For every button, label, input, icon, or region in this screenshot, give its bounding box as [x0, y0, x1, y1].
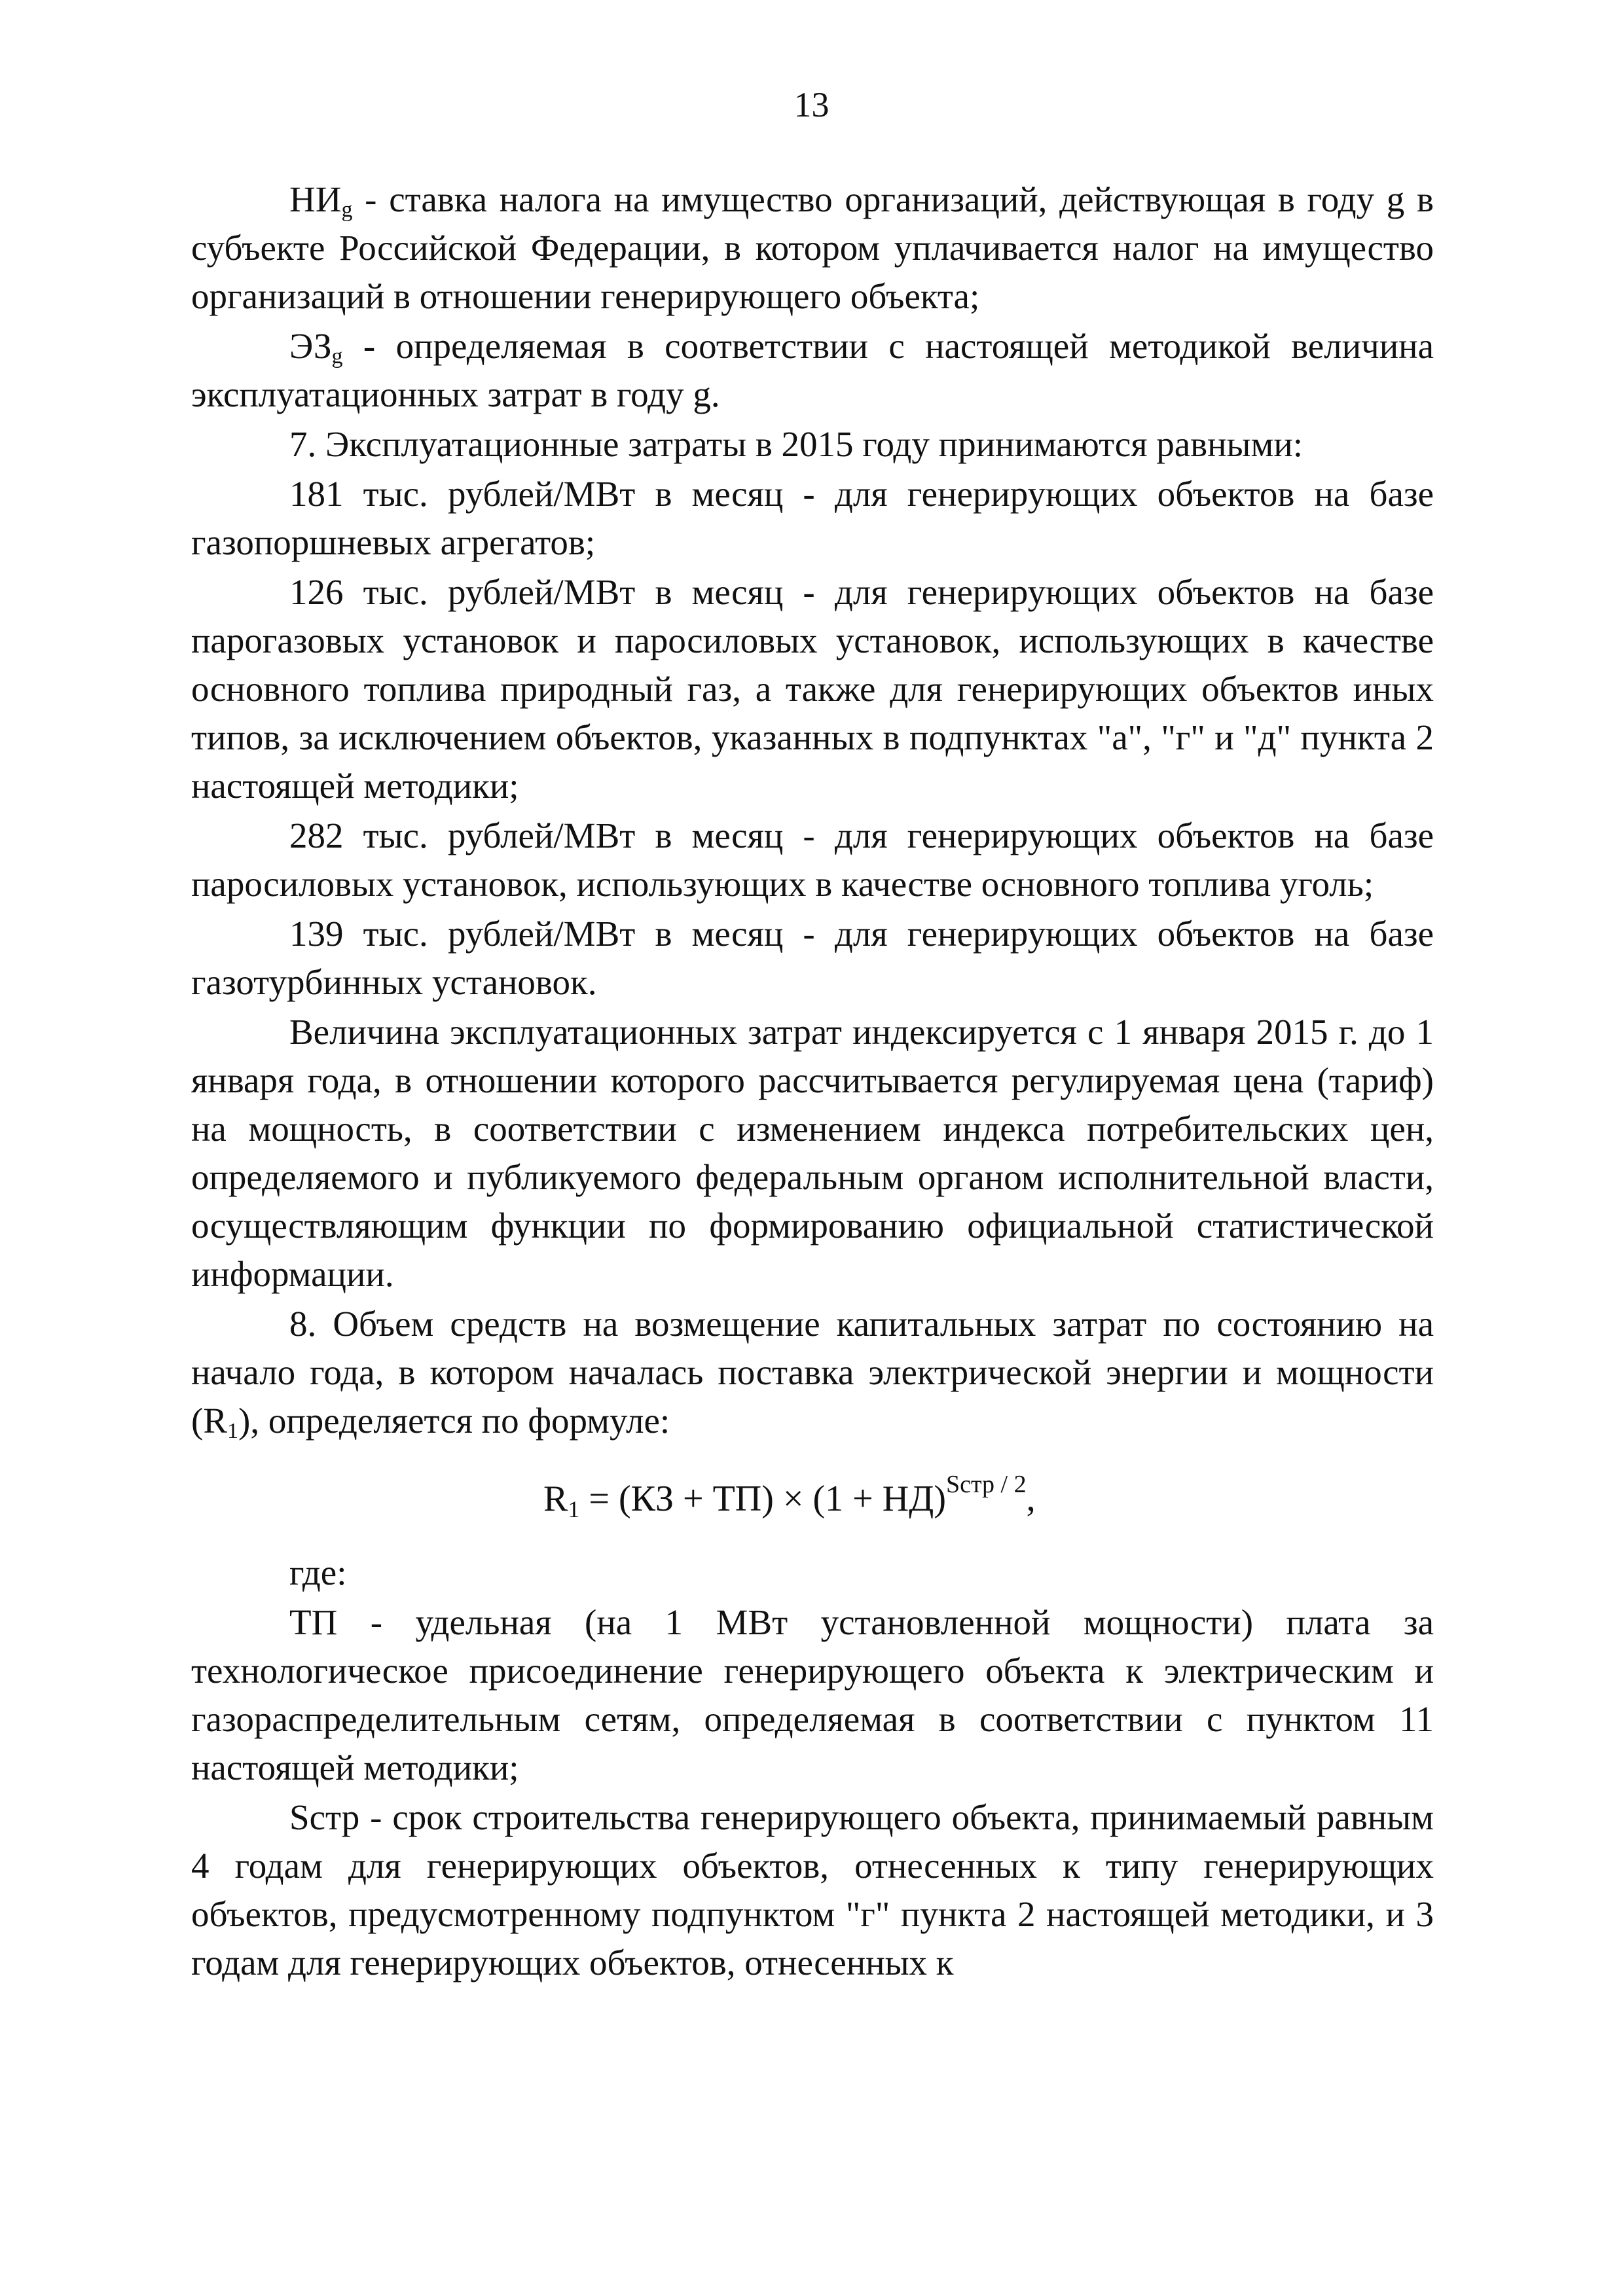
paragraph-rate-282: 282 тыс. рублей/МВт в месяц - для генерирующих объектов на базе паросиловых установок, использующих в качестве основного топлива уголь;	[191, 816, 1434, 904]
paragraph-rate-126: 126 тыс. рублей/МВт в месяц - для генерирующих объектов на базе парогазовых установок и паросиловых установок, использующих в качестве основного топлива природный газ, а также для генерирующих объектов иных типов, за исключением объектов, указанных в подпунктах "а", "г" и "д" пункта 2 настоящей методики;	[191, 572, 1434, 806]
formula-r1	[191, 1473, 1434, 1525]
paragraph-construction-period: Sстр - срок строительства генерирующего объекта, принимаемый равным 4 годам для генерирующих объектов, отнесенных к типу генерирующих объектов, предусмотренному подпунктом "г" пункта 2 настоящей методики, и 3 годам для генерирующих объектов, отнесенных к	[191, 1797, 1434, 1982]
paragraph-text: 8. Объем средств на возмещение капитальных затрат по состоянию на начало года, в котором началась поставка электрической энергии и мощности (R	[191, 1304, 1434, 1441]
paragraph-rate-181: 181 тыс. рублей/МВт в месяц - для генерирующих объектов на базе газопоршневых агрегатов;	[191, 474, 1434, 562]
formula-lhs: R	[543, 1479, 568, 1519]
paragraph-item-7: 7. Эксплуатационные затраты в 2015 году принимаются равными:	[289, 424, 1304, 464]
paragraph-text: ), определяется по формуле:	[238, 1401, 670, 1441]
definition-text: - определяемая в соответствии с настоящей методикой величина эксплуатационных затрат в году g.	[191, 326, 1434, 414]
r-subscript: 1	[227, 1419, 238, 1443]
paragraph-where: где:	[289, 1552, 347, 1592]
term-subscript: g	[331, 344, 343, 368]
paragraph-rate-139: 139 тыс. рублей/МВт в месяц - для генерирующих объектов на базе газотурбинных установок.	[191, 914, 1434, 1002]
paragraph-property-tax	[191, 175, 1434, 321]
paragraph-operating-costs-def	[191, 322, 1434, 419]
paragraph-indexation: Величина эксплуатационных затрат индексируется с 1 января 2015 г. до 1 января года, в отношении которого рассчитывается регулируемая цена (тариф) на мощность, в соответствии с изменением индекса потребительских цен, определяемого и публикуемого федеральным органом исполнительной власти, осуществляющим функции по формированию официальной статистической информации.	[191, 1012, 1434, 1294]
definition-text: - ставка налога на имущество организаций, действующая в году g в субъекте Российской Федерации, в котором уплачивается налог на имущество организаций в отношении генерирующего объекта;	[191, 179, 1434, 316]
formula-exponent: Sстр / 2	[945, 1471, 1027, 1498]
term-operating-costs: ЭЗ	[289, 326, 332, 366]
paragraph-connection-fee: ТП - удельная (на 1 МВт установленной мощности) плата за технологическое присоединение генерирующего объекта к электрическим и газораспределительным сетям, определяемая в соответствии с пунктом 11 настоящей методики;	[191, 1602, 1434, 1787]
document-body	[191, 175, 1434, 1988]
term-subscript: g	[341, 198, 353, 222]
term-property-tax: НИ	[289, 179, 342, 219]
formula-lhs-subscript: 1	[568, 1496, 580, 1522]
formula-body: = (КЗ + ТП) × (1 + НД)	[579, 1479, 946, 1519]
paragraph-item-8	[191, 1300, 1434, 1445]
formula-tail: ,	[1026, 1479, 1036, 1519]
page-number: 13	[793, 85, 830, 124]
